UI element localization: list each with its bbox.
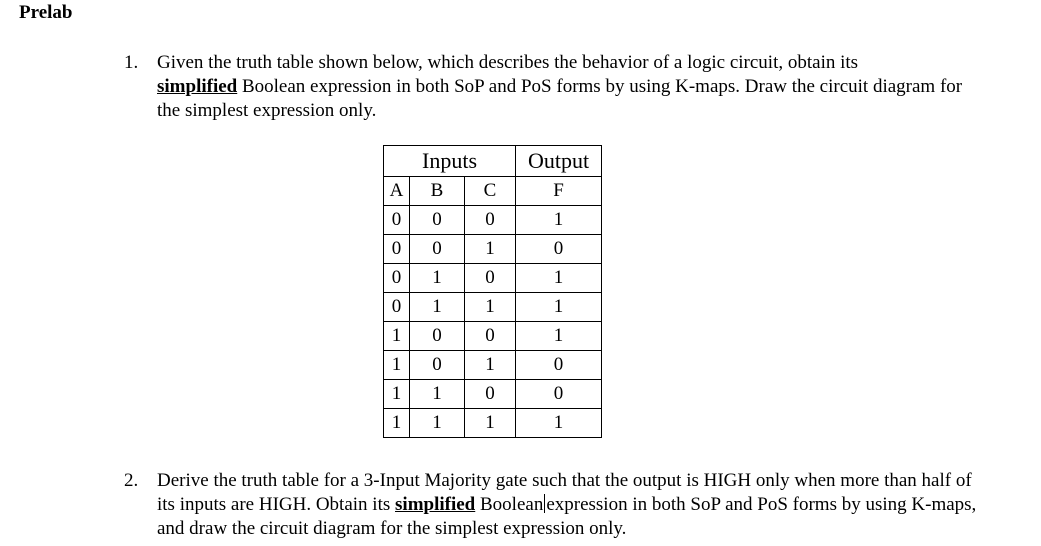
cell-f: 1 xyxy=(516,264,602,293)
question-1-emphasis: simplified xyxy=(157,76,238,97)
output-group-header: Output xyxy=(516,146,602,177)
cell-a: 1 xyxy=(384,322,410,351)
question-2-emphasis: simplified xyxy=(395,494,476,515)
cell-c: 0 xyxy=(465,322,516,351)
cell-b: 1 xyxy=(410,293,465,322)
truth-table-row xyxy=(384,235,602,264)
truth-table-row xyxy=(384,380,602,409)
cell-b: 0 xyxy=(410,206,465,235)
cell-c: 0 xyxy=(465,380,516,409)
cell-f: 1 xyxy=(516,322,602,351)
cell-c: 0 xyxy=(465,264,516,293)
cell-b: 0 xyxy=(410,322,465,351)
question-2-text-middle: Boolean xyxy=(475,494,544,515)
cell-c: 1 xyxy=(465,293,516,322)
inputs-group-header: Inputs xyxy=(384,146,516,177)
column-header-b: B xyxy=(410,177,465,206)
truth-table-row xyxy=(384,322,602,351)
column-header-c: C xyxy=(465,177,516,206)
question-2-text xyxy=(157,469,984,541)
column-header-f: F xyxy=(516,177,602,206)
question-2-number: 2. xyxy=(124,470,139,491)
cell-c: 1 xyxy=(465,235,516,264)
truth-table-row xyxy=(384,206,602,235)
cell-c: 0 xyxy=(465,206,516,235)
cell-b: 1 xyxy=(410,264,465,293)
truth-table-row xyxy=(384,351,602,380)
cell-f: 1 xyxy=(516,409,602,438)
question-2-text-before: Derive the truth table for a 3-Input Majority gate such that the output is HIGH only when more than half of its inputs are HIGH. Obtain its xyxy=(157,470,972,515)
cell-b: 0 xyxy=(410,351,465,380)
cell-b: 1 xyxy=(410,409,465,438)
question-1-number: 1. xyxy=(124,52,139,73)
cell-a: 1 xyxy=(384,380,410,409)
question-1-text xyxy=(157,51,984,123)
cell-a: 0 xyxy=(384,235,410,264)
cell-b: 0 xyxy=(410,235,465,264)
question-1-text-after: Boolean expression in both SoP and PoS forms by using K-maps. Draw the circuit diagram for the simplest expression only. xyxy=(157,76,963,121)
truth-table-group-header xyxy=(384,146,602,177)
truth-table-row xyxy=(384,409,602,438)
cell-f: 0 xyxy=(516,235,602,264)
question-2-text-after: expression in both SoP and PoS forms by using K-maps, and draw the circuit diagram for the simplest expression only. xyxy=(157,494,977,539)
truth-table-row xyxy=(384,293,602,322)
question-2 xyxy=(124,469,984,541)
cell-f: 1 xyxy=(516,206,602,235)
column-header-a: A xyxy=(384,177,410,206)
truth-table xyxy=(383,145,602,438)
truth-table-row xyxy=(384,264,602,293)
cell-f: 1 xyxy=(516,293,602,322)
truth-table-column-header xyxy=(384,177,602,206)
question-1-text-before: Given the truth table shown below, which describes the behavior of a logic circuit, obtain its xyxy=(157,52,859,73)
cell-a: 1 xyxy=(384,409,410,438)
question-1 xyxy=(124,51,984,123)
cell-a: 1 xyxy=(384,351,410,380)
cell-a: 0 xyxy=(384,293,410,322)
cell-a: 0 xyxy=(384,206,410,235)
cell-c: 1 xyxy=(465,409,516,438)
cell-f: 0 xyxy=(516,380,602,409)
cell-b: 1 xyxy=(410,380,465,409)
cell-c: 1 xyxy=(465,351,516,380)
section-heading: Prelab xyxy=(19,2,73,23)
cell-f: 0 xyxy=(516,351,602,380)
cell-a: 0 xyxy=(384,264,410,293)
